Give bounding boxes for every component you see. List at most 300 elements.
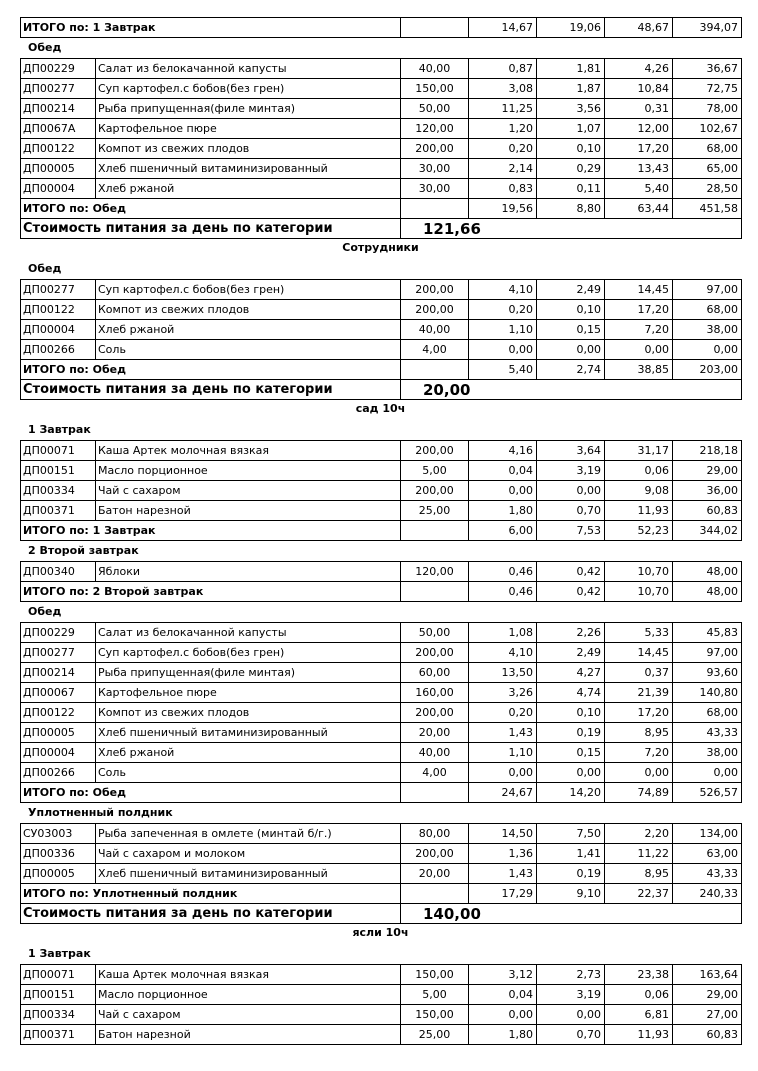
dish-qty: 20,00 xyxy=(401,864,469,884)
dish-qty: 20,00 xyxy=(401,723,469,743)
total-label: ИТОГО по: 2 Второй завтрак xyxy=(21,582,401,602)
dish-kcal: 78,00 xyxy=(673,99,742,119)
dish-carbs: 17,20 xyxy=(605,300,673,320)
dish-kcal: 97,00 xyxy=(673,280,742,300)
dish-protein: 14,50 xyxy=(469,824,537,844)
dish-carbs: 9,08 xyxy=(605,481,673,501)
dish-kcal: 68,00 xyxy=(673,703,742,723)
dish-kcal: 163,64 xyxy=(673,965,742,985)
total-protein: 5,40 xyxy=(469,360,537,380)
dish-protein: 11,25 xyxy=(469,99,537,119)
total-row xyxy=(21,582,742,602)
dish-fat: 3,56 xyxy=(537,99,605,119)
dish-qty: 4,00 xyxy=(401,763,469,783)
dish-code: ДП00151 xyxy=(21,985,96,1005)
dish-fat: 3,19 xyxy=(537,461,605,481)
dish-carbs: 8,95 xyxy=(605,864,673,884)
dish-name: Каша Артек молочная вязкая xyxy=(96,441,401,461)
dish-kcal: 48,00 xyxy=(673,562,742,582)
dish-protein: 1,10 xyxy=(469,743,537,763)
meal-title: 1 Завтрак xyxy=(28,947,91,960)
cost-row xyxy=(21,380,742,400)
table-row xyxy=(21,985,742,1005)
dish-protein: 1,43 xyxy=(469,864,537,884)
table-row xyxy=(21,965,742,985)
dish-code: ДП00071 xyxy=(21,965,96,985)
cost-label: Стоимость питания за день по категории xyxy=(21,904,401,924)
dish-fat: 0,70 xyxy=(537,1025,605,1045)
dish-code: ДП00067 xyxy=(21,683,96,703)
dish-protein: 0,20 xyxy=(469,703,537,723)
dish-kcal: 68,00 xyxy=(673,300,742,320)
dish-code: ДП00334 xyxy=(21,1005,96,1025)
total-label: ИТОГО по: Уплотненный полдник xyxy=(21,884,401,904)
dish-code: ДП00229 xyxy=(21,623,96,643)
dish-fat: 1,07 xyxy=(537,119,605,139)
dish-kcal: 63,00 xyxy=(673,844,742,864)
table-row xyxy=(21,703,742,723)
total-qty xyxy=(401,582,469,602)
total-qty xyxy=(401,884,469,904)
total-kcal: 203,00 xyxy=(673,360,742,380)
table-row xyxy=(21,1025,742,1045)
dish-code: ДП00336 xyxy=(21,844,96,864)
dish-qty: 120,00 xyxy=(401,562,469,582)
total-carbs: 22,37 xyxy=(605,884,673,904)
dish-fat: 0,19 xyxy=(537,864,605,884)
dish-code: ДП00214 xyxy=(21,663,96,683)
dish-fat: 0,29 xyxy=(537,159,605,179)
dish-qty: 200,00 xyxy=(401,139,469,159)
meal-table xyxy=(20,622,742,803)
dish-name: Рыба запеченная в омлете (минтай б/г.) xyxy=(96,824,401,844)
table-row xyxy=(21,824,742,844)
total-qty xyxy=(401,199,469,219)
dish-qty: 200,00 xyxy=(401,280,469,300)
menu-report xyxy=(20,17,741,1045)
dish-protein: 0,83 xyxy=(469,179,537,199)
dish-protein: 0,04 xyxy=(469,985,537,1005)
dish-code: ДП00122 xyxy=(21,139,96,159)
dish-code: ДП00004 xyxy=(21,320,96,340)
total-protein: 19,56 xyxy=(469,199,537,219)
table-row xyxy=(21,844,742,864)
dish-name: Хлеб ржаной xyxy=(96,179,401,199)
dish-carbs: 14,45 xyxy=(605,643,673,663)
dish-protein: 1,80 xyxy=(469,501,537,521)
dish-code: ДП00071 xyxy=(21,441,96,461)
dish-fat: 2,49 xyxy=(537,643,605,663)
dish-fat: 4,27 xyxy=(537,663,605,683)
dish-protein: 1,43 xyxy=(469,723,537,743)
dish-name: Компот из свежих плодов xyxy=(96,139,401,159)
dish-fat: 0,42 xyxy=(537,562,605,582)
dish-carbs: 11,93 xyxy=(605,1025,673,1045)
table-row xyxy=(21,683,742,703)
dish-protein: 3,26 xyxy=(469,683,537,703)
dish-carbs: 0,06 xyxy=(605,985,673,1005)
total-kcal: 451,58 xyxy=(673,199,742,219)
cost-label: Стоимость питания за день по категории xyxy=(21,380,401,400)
table-row xyxy=(21,481,742,501)
table-row xyxy=(21,864,742,884)
dish-kcal: 0,00 xyxy=(673,763,742,783)
total-qty xyxy=(401,360,469,380)
dish-fat: 0,00 xyxy=(537,481,605,501)
dish-qty: 30,00 xyxy=(401,159,469,179)
dish-kcal: 28,50 xyxy=(673,179,742,199)
dish-kcal: 43,33 xyxy=(673,723,742,743)
dish-kcal: 27,00 xyxy=(673,1005,742,1025)
dish-protein: 0,00 xyxy=(469,481,537,501)
dish-name: Соль xyxy=(96,763,401,783)
dish-qty: 200,00 xyxy=(401,481,469,501)
total-row xyxy=(21,884,742,904)
table-row xyxy=(21,320,742,340)
total-kcal: 48,00 xyxy=(673,582,742,602)
dish-qty: 60,00 xyxy=(401,663,469,683)
dish-carbs: 4,26 xyxy=(605,59,673,79)
total-row xyxy=(21,199,742,219)
meal-title: 2 Второй завтрак xyxy=(28,544,139,557)
cost-value: 140,00 xyxy=(401,904,742,924)
dish-carbs: 0,00 xyxy=(605,763,673,783)
total-carbs: 38,85 xyxy=(605,360,673,380)
dish-qty: 120,00 xyxy=(401,119,469,139)
dish-carbs: 23,38 xyxy=(605,965,673,985)
category-title: ясли 10ч xyxy=(352,926,409,939)
dish-code: ДП00266 xyxy=(21,340,96,360)
dish-qty: 50,00 xyxy=(401,623,469,643)
total-protein: 6,00 xyxy=(469,521,537,541)
dish-name: Масло порционное xyxy=(96,461,401,481)
dish-fat: 0,00 xyxy=(537,763,605,783)
total-carbs: 74,89 xyxy=(605,783,673,803)
total-fat: 14,20 xyxy=(537,783,605,803)
total-qty xyxy=(401,18,469,38)
table-row xyxy=(21,59,742,79)
dish-qty: 40,00 xyxy=(401,59,469,79)
dish-code: ДП00004 xyxy=(21,743,96,763)
table-row xyxy=(21,562,742,582)
dish-qty: 5,00 xyxy=(401,985,469,1005)
dish-code: ДП00277 xyxy=(21,79,96,99)
total-protein: 14,67 xyxy=(469,18,537,38)
dish-qty: 150,00 xyxy=(401,965,469,985)
dish-name: Хлеб ржаной xyxy=(96,320,401,340)
dish-protein: 1,10 xyxy=(469,320,537,340)
table-row xyxy=(21,623,742,643)
total-row xyxy=(21,18,742,38)
dish-code: ДП00334 xyxy=(21,481,96,501)
dish-qty: 25,00 xyxy=(401,1025,469,1045)
total-carbs: 48,67 xyxy=(605,18,673,38)
dish-name: Рыба припущенная(филе минтая) xyxy=(96,99,401,119)
table-row xyxy=(21,139,742,159)
dish-code: СУ03003 xyxy=(21,824,96,844)
dish-carbs: 21,39 xyxy=(605,683,673,703)
dish-kcal: 0,00 xyxy=(673,340,742,360)
meal-title: 1 Завтрак xyxy=(28,423,91,436)
dish-protein: 3,12 xyxy=(469,965,537,985)
dish-fat: 0,10 xyxy=(537,300,605,320)
table-row xyxy=(21,99,742,119)
table-row xyxy=(21,763,742,783)
dish-name: Масло порционное xyxy=(96,985,401,1005)
table-row xyxy=(21,179,742,199)
dish-protein: 1,80 xyxy=(469,1025,537,1045)
dish-code: ДП00277 xyxy=(21,280,96,300)
dish-qty: 25,00 xyxy=(401,501,469,521)
total-fat: 19,06 xyxy=(537,18,605,38)
cost-row xyxy=(21,219,742,239)
dish-carbs: 8,95 xyxy=(605,723,673,743)
table-row xyxy=(21,340,742,360)
total-label: ИТОГО по: Обед xyxy=(21,783,401,803)
dish-kcal: 68,00 xyxy=(673,139,742,159)
dish-kcal: 60,83 xyxy=(673,1025,742,1045)
dish-name: Каша Артек молочная вязкая xyxy=(96,965,401,985)
total-carbs: 52,23 xyxy=(605,521,673,541)
dish-protein: 0,46 xyxy=(469,562,537,582)
dish-name: Суп картофел.с бобов(без грен) xyxy=(96,79,401,99)
dish-protein: 0,00 xyxy=(469,1005,537,1025)
meal-title: Обед xyxy=(28,262,62,275)
dish-kcal: 45,83 xyxy=(673,623,742,643)
dish-fat: 0,15 xyxy=(537,743,605,763)
table-row xyxy=(21,461,742,481)
cost-value: 121,66 xyxy=(401,219,742,239)
dish-carbs: 7,20 xyxy=(605,320,673,340)
table-row xyxy=(21,501,742,521)
table-row xyxy=(21,159,742,179)
dish-carbs: 14,45 xyxy=(605,280,673,300)
dish-carbs: 10,84 xyxy=(605,79,673,99)
dish-code: ДП00004 xyxy=(21,179,96,199)
total-kcal: 344,02 xyxy=(673,521,742,541)
dish-code: ДП00277 xyxy=(21,643,96,663)
dish-protein: 4,16 xyxy=(469,441,537,461)
dish-fat: 2,49 xyxy=(537,280,605,300)
dish-qty: 5,00 xyxy=(401,461,469,481)
dish-qty: 150,00 xyxy=(401,79,469,99)
dish-code: ДП00122 xyxy=(21,703,96,723)
table-row xyxy=(21,280,742,300)
table-row xyxy=(21,643,742,663)
dish-protein: 1,20 xyxy=(469,119,537,139)
dish-protein: 1,36 xyxy=(469,844,537,864)
total-kcal: 240,33 xyxy=(673,884,742,904)
table-row xyxy=(21,663,742,683)
meal-table xyxy=(20,440,742,541)
dish-fat: 0,10 xyxy=(537,703,605,723)
dish-fat: 0,19 xyxy=(537,723,605,743)
table-row xyxy=(21,300,742,320)
dish-protein: 3,08 xyxy=(469,79,537,99)
dish-protein: 4,10 xyxy=(469,643,537,663)
dish-name: Хлеб пшеничный витаминизированный xyxy=(96,864,401,884)
total-carbs: 10,70 xyxy=(605,582,673,602)
dish-kcal: 134,00 xyxy=(673,824,742,844)
dish-name: Чай с сахаром xyxy=(96,481,401,501)
dish-code: ДП00151 xyxy=(21,461,96,481)
dish-fat: 2,26 xyxy=(537,623,605,643)
table-row xyxy=(21,79,742,99)
dish-fat: 7,50 xyxy=(537,824,605,844)
dish-kcal: 93,60 xyxy=(673,663,742,683)
table-row xyxy=(21,1005,742,1025)
dish-carbs: 5,33 xyxy=(605,623,673,643)
dish-carbs: 6,81 xyxy=(605,1005,673,1025)
dish-name: Салат из белокачанной капусты xyxy=(96,59,401,79)
dish-fat: 3,19 xyxy=(537,985,605,1005)
dish-carbs: 0,00 xyxy=(605,340,673,360)
meal-table xyxy=(20,823,742,924)
cost-row xyxy=(21,904,742,924)
dish-kcal: 218,18 xyxy=(673,441,742,461)
dish-carbs: 31,17 xyxy=(605,441,673,461)
dish-carbs: 11,93 xyxy=(605,501,673,521)
dish-name: Суп картофел.с бобов(без грен) xyxy=(96,280,401,300)
dish-carbs: 0,37 xyxy=(605,663,673,683)
dish-protein: 0,04 xyxy=(469,461,537,481)
dish-kcal: 65,00 xyxy=(673,159,742,179)
dish-name: Картофельное пюре xyxy=(96,683,401,703)
cost-value: 20,00 xyxy=(401,380,742,400)
dish-kcal: 29,00 xyxy=(673,461,742,481)
dish-protein: 13,50 xyxy=(469,663,537,683)
dish-qty: 40,00 xyxy=(401,743,469,763)
meal-table xyxy=(20,58,742,239)
dish-carbs: 10,70 xyxy=(605,562,673,582)
meal-table xyxy=(20,561,742,602)
meal-title: Уплотненный полдник xyxy=(28,806,173,819)
table-row xyxy=(21,119,742,139)
dish-code: ДП00122 xyxy=(21,300,96,320)
dish-carbs: 5,40 xyxy=(605,179,673,199)
dish-code: ДП00214 xyxy=(21,99,96,119)
dish-qty: 200,00 xyxy=(401,300,469,320)
category-title: Сотрудники xyxy=(342,241,419,254)
dish-fat: 0,15 xyxy=(537,320,605,340)
dish-name: Чай с сахаром xyxy=(96,1005,401,1025)
dish-carbs: 17,20 xyxy=(605,703,673,723)
dish-name: Рыба припущенная(филе минтая) xyxy=(96,663,401,683)
meal-table xyxy=(20,279,742,400)
dish-carbs: 0,31 xyxy=(605,99,673,119)
dish-fat: 0,70 xyxy=(537,501,605,521)
cost-label: Стоимость питания за день по категории xyxy=(21,219,401,239)
dish-fat: 1,41 xyxy=(537,844,605,864)
total-label: ИТОГО по: Обед xyxy=(21,360,401,380)
dish-code: ДП00371 xyxy=(21,1025,96,1045)
dish-kcal: 102,67 xyxy=(673,119,742,139)
total-fat: 2,74 xyxy=(537,360,605,380)
total-fat: 9,10 xyxy=(537,884,605,904)
dish-qty: 160,00 xyxy=(401,683,469,703)
dish-code: ДП00266 xyxy=(21,763,96,783)
total-carbs: 63,44 xyxy=(605,199,673,219)
total-protein: 24,67 xyxy=(469,783,537,803)
total-label: ИТОГО по: Обед xyxy=(21,199,401,219)
total-fat: 8,80 xyxy=(537,199,605,219)
dish-code: ДП00005 xyxy=(21,723,96,743)
dish-carbs: 12,00 xyxy=(605,119,673,139)
dish-kcal: 38,00 xyxy=(673,743,742,763)
dish-qty: 200,00 xyxy=(401,643,469,663)
dish-name: Салат из белокачанной капусты xyxy=(96,623,401,643)
table-row xyxy=(21,441,742,461)
dish-kcal: 43,33 xyxy=(673,864,742,884)
dish-kcal: 36,67 xyxy=(673,59,742,79)
dish-fat: 1,81 xyxy=(537,59,605,79)
total-label: ИТОГО по: 1 Завтрак xyxy=(21,521,401,541)
dish-protein: 2,14 xyxy=(469,159,537,179)
dish-kcal: 72,75 xyxy=(673,79,742,99)
dish-code: ДП00005 xyxy=(21,864,96,884)
dish-kcal: 36,00 xyxy=(673,481,742,501)
total-protein: 0,46 xyxy=(469,582,537,602)
meal-table xyxy=(20,964,742,1045)
dish-protein: 4,10 xyxy=(469,280,537,300)
dish-kcal: 60,83 xyxy=(673,501,742,521)
dish-carbs: 0,06 xyxy=(605,461,673,481)
dish-name: Компот из свежих плодов xyxy=(96,300,401,320)
total-fat: 7,53 xyxy=(537,521,605,541)
meal-title: Обед xyxy=(28,605,62,618)
dish-name: Хлеб пшеничный витаминизированный xyxy=(96,723,401,743)
dish-qty: 40,00 xyxy=(401,320,469,340)
total-fat: 0,42 xyxy=(537,582,605,602)
dish-name: Соль xyxy=(96,340,401,360)
total-label: ИТОГО по: 1 Завтрак xyxy=(21,18,401,38)
total-kcal: 394,07 xyxy=(673,18,742,38)
dish-fat: 3,64 xyxy=(537,441,605,461)
dish-qty: 200,00 xyxy=(401,844,469,864)
table-row xyxy=(21,743,742,763)
dish-name: Суп картофел.с бобов(без грен) xyxy=(96,643,401,663)
category-title: сад 10ч xyxy=(355,402,406,415)
dish-code: ДП00005 xyxy=(21,159,96,179)
dish-name: Хлеб ржаной xyxy=(96,743,401,763)
dish-name: Компот из свежих плодов xyxy=(96,703,401,723)
meal-title: Обед xyxy=(28,41,62,54)
total-table xyxy=(20,17,742,38)
dish-qty: 150,00 xyxy=(401,1005,469,1025)
dish-fat: 0,00 xyxy=(537,340,605,360)
dish-qty: 200,00 xyxy=(401,441,469,461)
dish-code: ДП00229 xyxy=(21,59,96,79)
dish-protein: 0,00 xyxy=(469,763,537,783)
dish-protein: 0,20 xyxy=(469,139,537,159)
total-qty xyxy=(401,521,469,541)
dish-carbs: 7,20 xyxy=(605,743,673,763)
dish-protein: 0,20 xyxy=(469,300,537,320)
dish-name: Батон нарезной xyxy=(96,501,401,521)
dish-fat: 1,87 xyxy=(537,79,605,99)
dish-fat: 0,10 xyxy=(537,139,605,159)
dish-protein: 0,00 xyxy=(469,340,537,360)
dish-fat: 0,00 xyxy=(537,1005,605,1025)
dish-kcal: 140,80 xyxy=(673,683,742,703)
dish-carbs: 2,20 xyxy=(605,824,673,844)
dish-name: Батон нарезной xyxy=(96,1025,401,1045)
dish-carbs: 17,20 xyxy=(605,139,673,159)
dish-qty: 30,00 xyxy=(401,179,469,199)
dish-qty: 50,00 xyxy=(401,99,469,119)
dish-qty: 200,00 xyxy=(401,703,469,723)
total-row xyxy=(21,360,742,380)
